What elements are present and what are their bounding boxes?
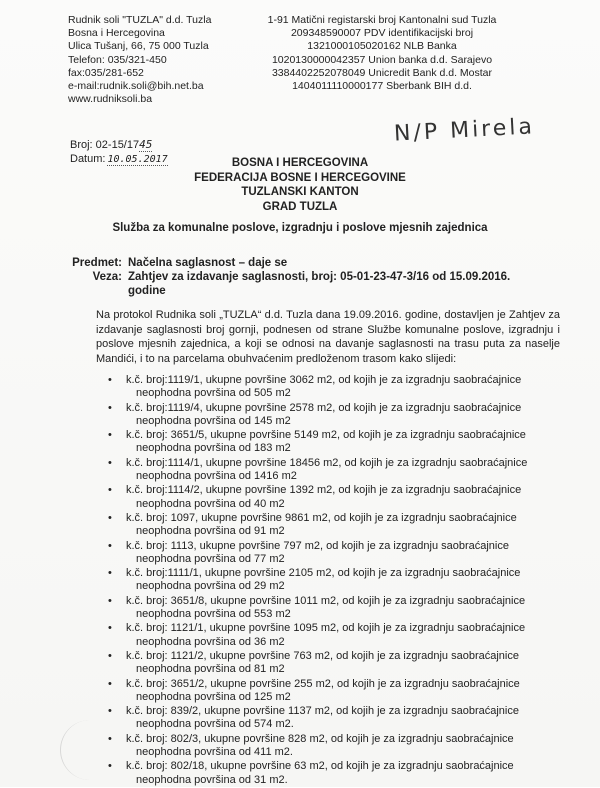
company-letterhead [68, 14, 211, 106]
reference-value-continued: godine [128, 285, 166, 297]
bank-line: 1321000105020162 NLB Banka [307, 40, 457, 53]
parcel-description: k.č. broj: 1097, ukupne površine 9861 m2, od kojih je za izgradnju saobraćajnice [126, 511, 517, 524]
handwritten-note: N/P Mirela [393, 114, 536, 147]
parcel-required-area: neophodna površina od 91 m2 [136, 525, 285, 538]
reference-number-label: Broj: 02-15/17 [70, 139, 140, 151]
parcel-required-area: neophodna površina od 505 m2 [136, 387, 291, 400]
parcel-description: k.č. broj: 839/2, ukupne površine 1137 m2, od kojih je za izgradnju saobraćajnice [126, 705, 519, 718]
subject-value: Načelna saglasnost – daje se [128, 257, 288, 269]
bullet-icon: • [108, 594, 112, 607]
letterhead-line: Ulica Tušanj, 66, 75 000 Tuzla [68, 40, 209, 53]
subject-line [72, 256, 510, 270]
parcel-required-area: neophodna površina od 36 m2 [136, 635, 285, 648]
parcel-required-area: neophodna površina od 77 m2 [136, 552, 285, 565]
reference-line [72, 270, 510, 284]
parcel-required-area: neophodna površina od 29 m2 [136, 580, 285, 593]
bullet-icon: • [108, 401, 112, 414]
bullet-icon: • [108, 705, 112, 718]
parcel-required-area: neophodna površina od 125 m2 [136, 690, 291, 703]
parcel-description: k.č. broj:1119/4, ukupne površine 2578 m2, od kojih je za izgradnju saobraćajnice [126, 401, 522, 414]
parcel-required-area: neophodna površina od 31 m2. [136, 773, 288, 786]
bullet-icon: • [108, 484, 112, 497]
addressee-line: GRAD TUZLA [262, 200, 338, 213]
bank-line: 209348590007 PDV identifikacijski broj [290, 27, 474, 40]
parcel-item [108, 622, 560, 648]
body-paragraph: Na protokol Rudnika soli „TUZLA“ d.d. Tuzla dana 19.09.2016. godine, dostavljen je Zahtjev za izdavanje saglasnosti broj gornji, podnesen od strane Službe komunalne poslove, izgradnju i poslove mjesnih zajednica, a koji se odnosi na davanje saglasnosti na trasu puta za naselje Mandići, i to na parcelama obuhvaćenim predloženom trasom kako slijedi: [96, 309, 560, 365]
parcel-description: k.č. broj: 1113, ukupne površine 797 m2, od kojih je za izgradnju saobraćajnice [126, 539, 509, 552]
bullet-icon: • [108, 429, 112, 442]
parcel-item [108, 595, 560, 621]
parcel-item [108, 402, 560, 428]
addressee-block [0, 156, 600, 214]
parcel-item [108, 650, 560, 676]
parcel-description: k.č. broj: 802/18, ukupne površine 63 m2, od kojih je za izgradnju saobraćajnice [126, 760, 514, 773]
parcel-description: k.č. broj: 3651/8, ukupne površine 1011 m2, od kojih je za izgradnju saobraćajnice [126, 594, 526, 607]
parcel-required-area: neophodna površina od 183 m2 [136, 442, 291, 455]
parcel-item [108, 374, 560, 400]
addressee-line: BOSNA I HERCEGOVINA [231, 157, 369, 169]
parcel-item [108, 678, 560, 704]
subject-label: Predmet: [72, 257, 122, 269]
parcel-item [108, 457, 560, 483]
addressee-line: TUZLANSKI KANTON [241, 186, 359, 198]
parcel-required-area: neophodna površina od 81 m2 [136, 663, 285, 676]
parcel-item [108, 429, 560, 455]
letterhead-line: www.rudniksoli.ba [68, 93, 153, 106]
letterhead-line: Rudnik soli "TUZLA" d.d. Tuzla [68, 14, 212, 26]
reference-number-handwritten: 45 [139, 138, 153, 151]
parcel-description: k.č. broj: 802/3, ukupne površine 828 m2, od kojih je za izgradnju saobraćajnice [126, 732, 514, 745]
subject-block [72, 256, 510, 298]
bank-line: 1-91 Matični registarski broj Kantonalni sud Tuzla [267, 14, 497, 26]
reference-label: Veza: [92, 271, 122, 283]
parcel-item [108, 512, 560, 538]
parcel-description: k.č. broj:1114/2, ukupne površine 1392 m2, od kojih je za izgradnju saobraćajnice [126, 484, 522, 497]
department-name: Služba za komunalne poslove, izgradnju i poslove mjesnih zajednica [112, 222, 488, 234]
bullet-icon: • [108, 456, 112, 469]
parcel-required-area: neophodna površina od 574 m2. [136, 718, 294, 731]
parcel-description: k.č. broj:1114/1, ukupne površine 18456 m2, od kojih je za izgradnju saobraćajnice [126, 456, 528, 469]
parcel-required-area: neophodna površina od 553 m2 [136, 607, 291, 620]
bullet-icon: • [108, 649, 112, 662]
parcel-required-area: neophodna površina od 145 m2 [136, 414, 291, 427]
parcel-item [108, 567, 560, 593]
parcel-item [108, 760, 560, 786]
parcel-required-area: neophodna površina od 411 m2. [136, 745, 293, 758]
parcel-description: k.č. broj: 1121/2, ukupne površine 763 m2, od kojih je za izgradnju saobraćajnice [126, 649, 519, 662]
parcel-description: k.č. broj:1119/1, ukupne površine 3062 m2, od kojih je za izgradnju saobraćajnice [126, 374, 522, 386]
parcel-description: k.č. broj:1111/1, ukupne površine 2105 m2, od kojih je za izgradnju saobraćajnice [126, 567, 521, 580]
bank-details [252, 14, 512, 93]
bank-line: 1020130000042357 Union banka d.d. Sarajevo [271, 53, 493, 66]
parcel-item [108, 540, 560, 566]
bank-line: 3384402252078049 Unicredit Bank d.d. Mostar [271, 66, 493, 79]
parcel-description: k.č. broj: 3651/5, ukupne površine 5149 m2, od kojih je za izgradnju saobraćajnice [126, 429, 526, 442]
bullet-icon: • [108, 539, 112, 552]
parcel-description: k.č. broj: 3651/2, ukupne površine 255 m2, od kojih je za izgradnju saobraćajnice [126, 677, 520, 690]
parcel-description: k.č. broj: 1121/1, ukupne površine 1095 m2, od kojih je za izgradnju saobraćajnice [126, 622, 526, 635]
reference-value: Zahtjev za izdavanje saglasnosti, broj: 05-01-23-47-3/16 od 15.09.2016. [128, 271, 511, 283]
stamp-fragment [60, 720, 109, 780]
reference-number [70, 138, 168, 152]
letterhead-line: fax:035/281-652 [68, 66, 144, 79]
reference-date-label: Datum: [70, 153, 106, 165]
addressee-line: FEDERACIJA BOSNE I HERCEGOVINE [194, 171, 406, 184]
bullet-icon: • [108, 567, 112, 580]
parcel-item [108, 484, 560, 510]
parcel-required-area: neophodna površina od 40 m2 [136, 497, 285, 510]
parcel-required-area: neophodna površina od 1416 m2 [136, 469, 297, 482]
bullet-icon: • [108, 760, 112, 773]
parcel-item [108, 733, 560, 759]
bullet-icon: • [108, 732, 112, 745]
bullet-icon: • [108, 374, 112, 386]
letterhead-line: e-mail:rudnik.soli@bih.net.ba [68, 80, 204, 93]
bullet-icon: • [108, 677, 112, 690]
bank-line: 1404011110000177 Sberbank BIH d.d. [292, 80, 472, 93]
letterhead-line: Bosna i Hercegovina [68, 27, 165, 40]
parcel-item [108, 705, 560, 731]
bullet-icon: • [108, 511, 112, 524]
letterhead-line: Telefon: 035/321-450 [68, 53, 167, 66]
reference-date-handwritten: 10.05.2017 [107, 154, 168, 165]
parcel-list [108, 374, 560, 788]
bullet-icon: • [108, 622, 112, 635]
